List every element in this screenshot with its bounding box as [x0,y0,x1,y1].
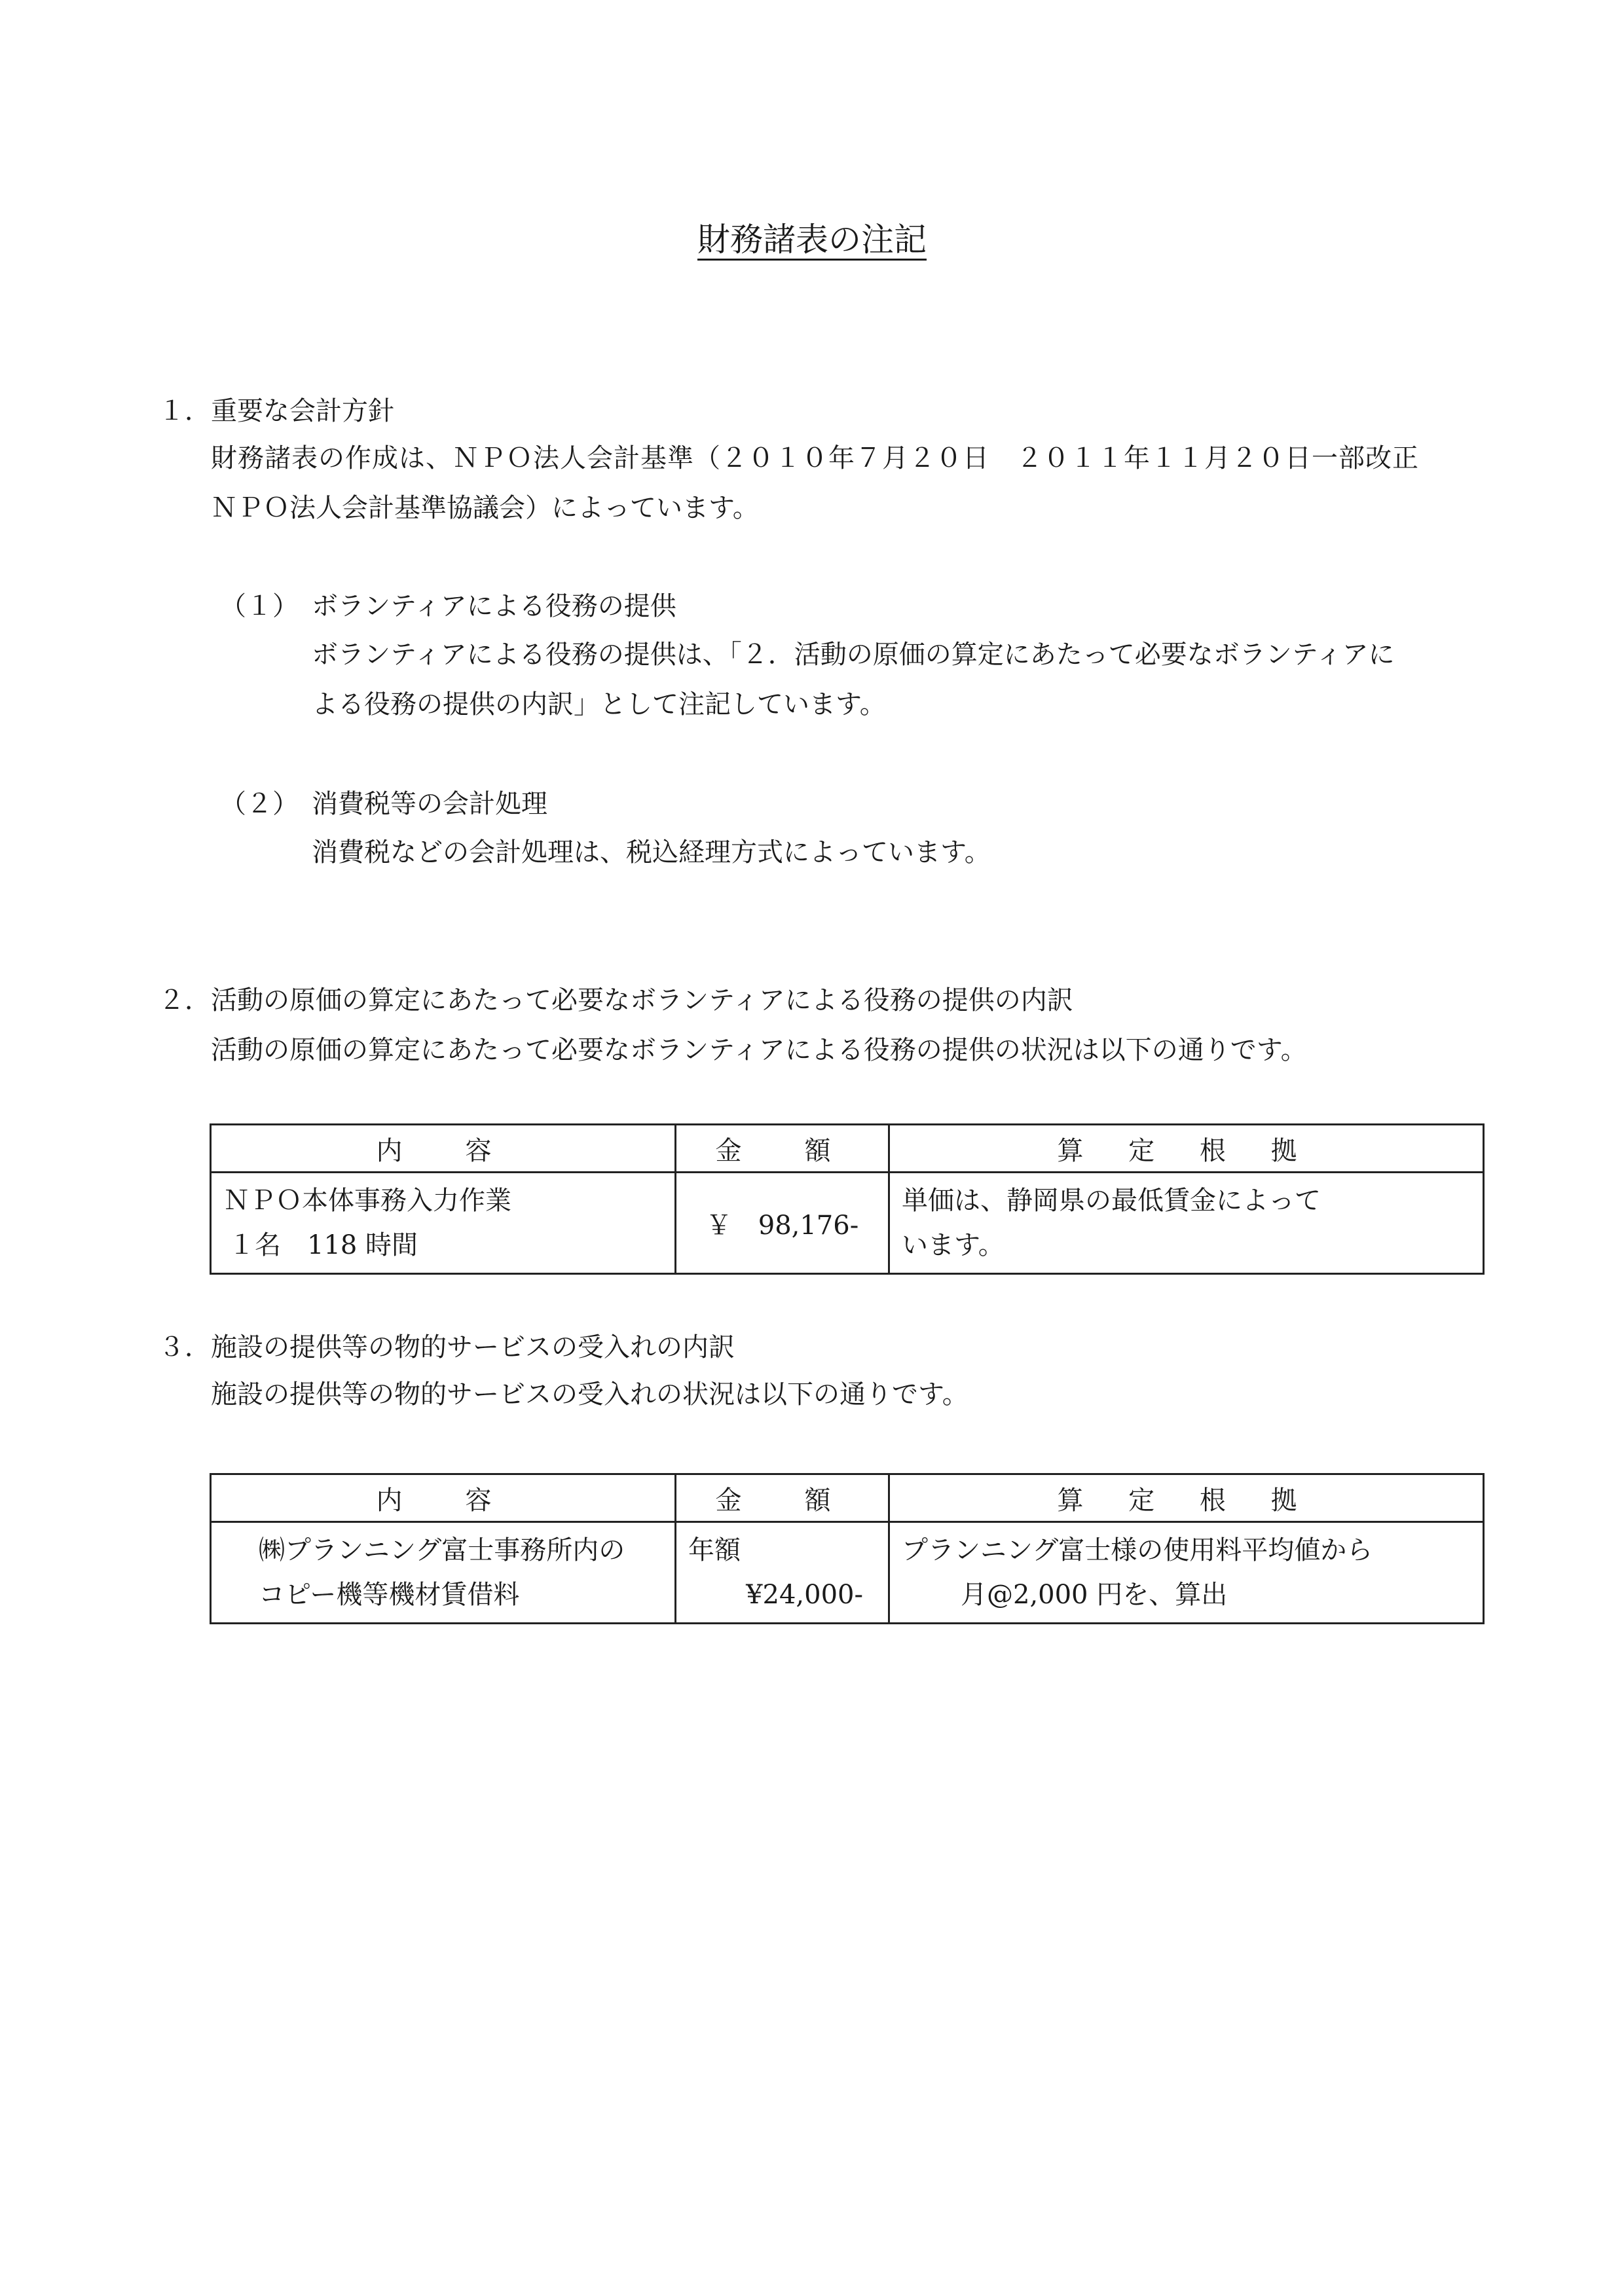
basis-line1: 単価は、静岡県の最低賃金によって [902,1186,1321,1216]
content-line1: ＮＰＯ本体事務入力作業 [223,1186,511,1216]
header-content: 内 容 [211,1474,676,1522]
section3-body-line1: 施設の提供等の物的サービスの受入れの状況は以下の通りです。 [211,1379,969,1410]
content-line1: ㈱プランニング富士事務所内の [259,1535,625,1565]
in-kind-services-table [210,1473,1485,1624]
basis-line2: います。 [902,1230,1005,1260]
amount-value: ￥ 98,176- [705,1210,859,1241]
basis-cell [889,1522,1484,1624]
content-cell [211,1173,676,1274]
basis-line1: プランニング富士様の使用料平均値から [902,1535,1373,1565]
header-amount: 金 額 [676,1474,889,1522]
section2-heading: ２．活動の原価の算定にあたって必要なボランティアによる役務の提供の内訳 [158,985,1073,1015]
content-line2: １名 118 時間 [229,1230,418,1260]
section1-body-line1: 財務諸表の作成は、ＮＰＯ法人会計基準（２０１０年７月２０日 ２０１１年１１月２０日一部改正 [211,443,1419,473]
subsection1-heading: （１） ボランティアによる役務の提供 [220,591,676,621]
section1-body-line2: ＮＰＯ法人会計基準協議会）によっています。 [211,493,759,523]
basis-line2: 月@2,000 円を、算出 [961,1580,1228,1610]
amount-label: 年額 [688,1535,741,1565]
amount-cell [676,1522,889,1624]
subsection1-body-line2: よる役務の提供の内訳」として注記しています。 [312,689,886,720]
header-content: 内 容 [211,1125,676,1173]
amount-cell [676,1173,889,1274]
volunteer-services-table [210,1123,1485,1275]
table-header-row [211,1474,1484,1522]
basis-cell [889,1173,1484,1274]
header-basis: 算 定 根 拠 [889,1125,1484,1173]
section3-heading: ３．施設の提供等の物的サービスの受入れの内訳 [158,1332,735,1362]
subsection1-body-line1: ボランティアによる役務の提供は、「２．活動の原価の算定にあたって必要なボランティアに [312,640,1395,670]
content-cell [211,1522,676,1624]
page-title: 財務諸表の注記 [697,221,927,259]
subsection2-heading: （２） 消費税等の会計処理 [220,789,547,819]
section1-heading: １．重要な会計方針 [158,396,394,426]
table-header-row [211,1125,1484,1173]
section2-body-line1: 活動の原価の算定にあたって必要なボランティアによる役務の提供の状況は以下の通りです。 [211,1035,1307,1065]
table-row [211,1522,1484,1624]
header-amount: 金 額 [676,1125,889,1173]
subsection2-body-line1: 消費税などの会計処理は、税込経理方式によっています。 [312,837,991,867]
table-row [211,1173,1484,1274]
amount-value: ¥24,000- [746,1580,863,1610]
header-basis: 算 定 根 拠 [889,1474,1484,1522]
content-line2: コピー機等機材賃借料 [259,1580,520,1610]
